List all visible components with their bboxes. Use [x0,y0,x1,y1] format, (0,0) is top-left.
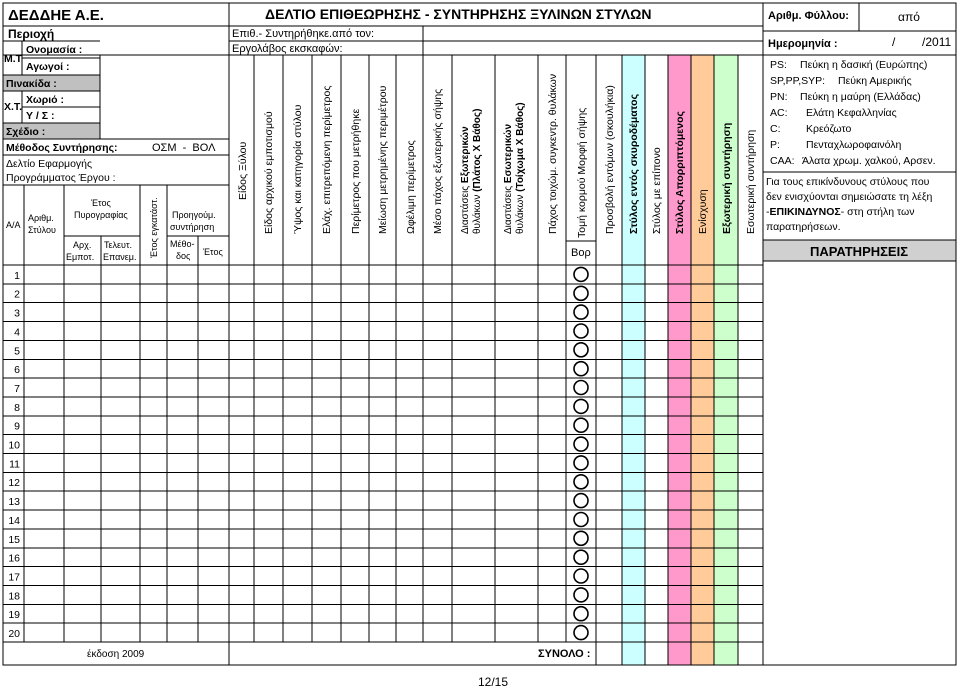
trunk-section-circle[interactable] [574,324,588,338]
column-header-vertical: Στύλος με επίπονο [651,147,663,234]
prev-year-header: Έτος [203,247,223,257]
row-number: 8 [14,401,20,414]
area-label: Περιοχή [8,27,55,41]
dangerous-note [766,176,933,233]
row-number: 18 [8,590,20,603]
note-line-3-suffix: - στη στήλη των [840,206,915,218]
trunk-section-circle[interactable] [574,286,588,300]
column-header-vertical: Εξωτερική συντήρηση [721,122,733,234]
prev-maintenance-header-1: Προηγούμ. [172,210,216,220]
trunk-section-circle[interactable] [574,437,588,451]
column-header-vertical: Τομή κορμού Μορφή σήψης [576,107,588,238]
row-number: 7 [14,383,20,395]
legend-desc: Πεύκη η δασική (Ευρώπης) [800,59,928,71]
column-header-vertical: Εσωτερική συντήρηση [745,129,757,234]
note-line-3-prefix: - [766,206,770,218]
row-number: 20 [8,628,20,640]
trunk-section-circle[interactable] [574,531,588,545]
legend-code: C: [770,123,781,135]
method-value: ΟΣΜ - ΒΟΛ [152,142,216,154]
row-number: 13 [8,496,20,509]
pole-number-header-1: Αριθμ. [28,213,54,223]
edition-label: έκδοση 2009 [87,649,145,660]
column-header-vertical: Διαστάσεις Εσωτερικών [503,123,514,234]
trunk-section-circle[interactable] [574,513,588,527]
column-header-vertical: Περίμετρος που μετρήθηκε [350,108,362,234]
trunk-section-circle[interactable] [574,569,588,583]
note-line-3 [766,206,914,218]
aa-header: Α/Α [6,220,21,230]
program-line-1: Δελτίο Εφαρμογής [6,158,93,170]
legend-code: AC: [770,107,788,119]
column-header-vertical: θυλάκων (Πλάτος Χ Βάθος) [472,108,483,234]
row-number: 2 [14,288,20,301]
legend-desc: Άλατα χρωμ. χαλκού, Αρσεν. [802,155,936,167]
program-line-2: Προγράμματος Έργου : [6,172,116,184]
trunk-section-circle[interactable] [574,362,588,376]
column-header-vertical: Ωφέλιμη περίμετρος [405,140,417,234]
note-dangerous-word: ΕΠΙΚΙΝΔΥΝΟΣ [769,206,841,218]
village-label: Χωριό : [26,94,64,106]
row-number: 16 [8,552,20,565]
trunk-section-circle[interactable] [574,494,588,508]
date-label: Ημερομηνία : [768,38,838,50]
contractor-label: Εργολάβος εκσκαφών: [232,43,343,55]
name-label: Ονομασία : [26,44,83,56]
column-header-vertical: Διαστάσεις Εξωτερικών [460,126,471,234]
prev-method-header-1: Μέθο- [170,239,195,249]
method-label: Μέθοδος Συντήρησης: [6,142,118,154]
row-number: 6 [14,364,20,377]
trunk-section-circle[interactable] [574,343,588,357]
column-header-vertical: Ελάχ. επιτρεπόμενη περίμετρος [321,85,333,234]
trunk-section-circle[interactable] [574,475,588,489]
trunk-section-circle[interactable] [574,456,588,470]
row-number: 11 [9,458,20,471]
legend-desc: Πεύκη η μαύρη (Ελλάδας) [800,91,921,103]
row-number: 19 [8,609,20,622]
fire-year-header-1: Έτος [91,198,111,208]
legend-code: PS: [770,59,787,71]
board-label: Πινακίδα : [6,78,57,90]
legend-code: P: [770,139,780,151]
legend-desc: Ελάτη Κεφαλληνίας [806,107,897,119]
trunk-section-circle[interactable] [574,626,588,640]
column-header-vertical: Ενίσχυση [697,189,709,234]
column-header-vertical: Στύλος Απορριπτόμενος [674,111,686,234]
column-header-vertical: Είδος Ξύλου [237,141,249,200]
fire-year-header-2: Πυρογραφίας [74,210,128,220]
total-label: ΣΥΝΟΛΟ : [538,648,591,660]
fire-start-header-2: Εμποτ. [66,252,95,262]
row-number: 15 [8,533,20,546]
trunk-section-circle[interactable] [574,588,588,602]
legend-desc: Κρεόζωτο [806,123,852,135]
column-header-vertical: Στύλος εντός σκυροδέματος [628,93,640,234]
trunk-section-circle[interactable] [574,607,588,621]
row-number: 4 [14,326,20,339]
row-numbers [8,270,20,640]
north-header: Βορ [571,247,591,259]
note-line-4: παρατηρήσεων. [766,221,841,233]
col-reinforce-bg [691,55,714,665]
substation-label: Υ / Σ : [26,110,55,122]
form-title: ΔΕΛΤΙΟ ΕΠΙΘΕΩΡΗΣΗΣ - ΣΥΝΤΗΡΗΣΗΣ ΞΥΛΙΝΩΝ ΣΤΥΛΩΝ [265,6,652,22]
trunk-section-circle[interactable] [574,267,588,281]
left-panel-texts [4,27,216,184]
mt-label: Μ.Τ [4,53,23,65]
lines-label: Αγωγοί : [26,61,70,73]
install-year-header: Έτος εγκατάστ. [149,197,159,258]
column-header-vertical: Είδος αρχικού εμποτισμού [263,111,275,234]
row-lines [3,284,763,623]
legend-code: PN: [770,91,788,103]
row-number: 9 [14,420,20,433]
fire-end-header-2: Επανεμ. [103,252,137,262]
trunk-section-circle[interactable] [574,399,588,413]
note-line-2: δεν ενισχύονται σημειώσατε τη λέξη [766,191,933,203]
fire-start-header-1: Αρχ. [73,240,92,250]
remarks-header: ΠΑΡΑΤΗΡΗΣΕΙΣ [809,244,909,259]
row-number: 3 [14,307,20,320]
row-number: 14 [8,514,20,527]
date-value: / /2011 [892,35,952,49]
sheet-number-label: Αριθμ. Φύλλου: [768,10,849,22]
trunk-section-circle[interactable] [574,305,588,319]
prev-method-header-2: δος [176,251,191,261]
plan-label: Σχέδιο : [6,126,46,138]
prev-maintenance-header-2: συντήρηση [170,222,215,232]
legend-desc: Πενταχλωροφαινόλη [806,139,902,151]
column-header-vertical: Μέσο πάχος εξωτερικής σήψης [432,88,444,234]
xt-label: Χ.Τ. [4,101,23,113]
sheet-of-label: από [898,10,920,24]
row-number: 12 [8,477,20,490]
row-number: 1 [14,269,20,282]
trunk-section-circle[interactable] [574,550,588,564]
row-number: 10 [8,439,20,452]
legend-code: SP,PP,SYP: [770,75,826,87]
column-header-vertical: Μείωση μετρημένης περιμέτρου [377,85,389,234]
column-header-vertical: Ύψος και κατηγορία στύλου [292,104,304,234]
column-header-vertical: Πάχος τοιχώμ. συγκεντρ. θυλάκων [547,73,559,234]
trunk-section-circle[interactable] [574,418,588,432]
total-cyan-white [622,642,645,665]
note-line-1: Για τους επικίνδυνους στύλους που [766,176,930,188]
legend [770,59,936,167]
row-number: 17 [8,571,20,584]
trunk-section-circle[interactable] [574,381,588,395]
legend-desc: Πεύκη Αμερικής [838,75,912,87]
fire-end-header-1: Τελευτ. [104,240,133,250]
pole-number-header-2: Στύλου [28,225,56,235]
page-number: 12/15 [477,675,509,689]
column-header-vertical: Προσβολή εντόμων (σκουλήκια) [604,85,616,234]
legend-code: CAA: [770,155,795,167]
column-header-vertical: θυλάκων (Τοίχωμα Χ Βάθος) [515,102,526,234]
company-name: ΔΕΔΔΗΕ Α.Ε. [8,7,104,24]
inspection-label: Επιθ.- Συντηρήθηκε.από τον: [232,28,375,40]
row-number: 5 [14,345,20,358]
